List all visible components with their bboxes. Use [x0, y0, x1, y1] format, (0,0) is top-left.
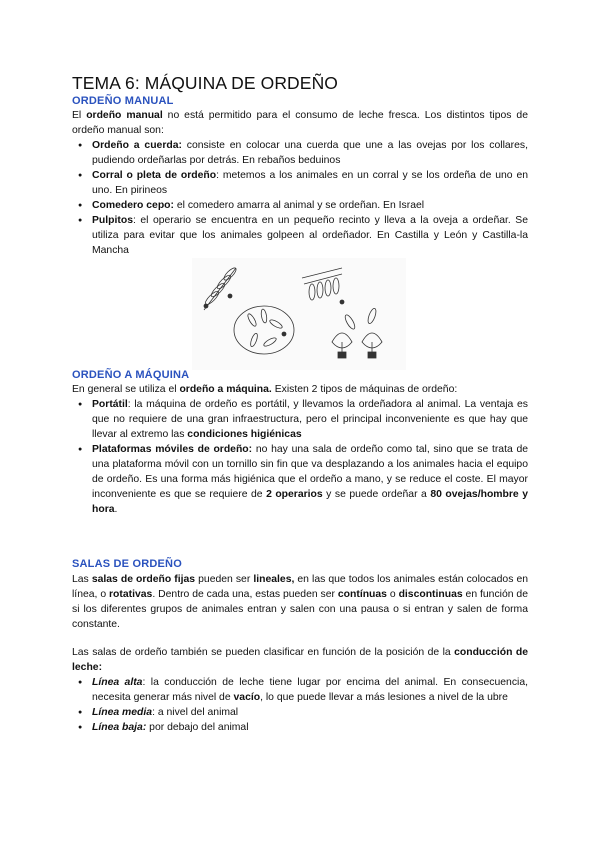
- list-item: ● Línea media: a nivel del animal: [72, 705, 528, 720]
- conduccion-list: [72, 675, 528, 735]
- manual-intro: El ordeño manual no está permitido para el consumo de leche fresca. Los distintos tipos de ordeño manual son:: [72, 110, 528, 136]
- list-item: ● Portátil: la máquina de ordeño es portátil, y llevamos la ordeñadora al animal. La ventaja es que no requiere de una gran infraestructura, pero el principal inconveniente es que hay que llevar al extremo las condiciones higiénicas: [72, 397, 528, 442]
- list-item: ● Ordeño a cuerda: consiste en colocar una cuerda que une a las ovejas por los collares, pudiendo ordeñarlas por detrás. En rebaños beduinos: [72, 138, 528, 168]
- section-heading-maquina: ORDEÑO A MÁQUINA: [72, 369, 190, 381]
- list-item: ● Pulpitos: el operario se encuentra en un pequeño recinto y lleva a la oveja a ordeñar. Se utiliza para evitar que los animales golpeen al ordeñador. En Castilla y León y Castilla-la Mancha: [72, 213, 528, 258]
- sketch-drawing: [192, 258, 406, 370]
- list-item: ● Línea baja: por debajo del animal: [72, 720, 528, 735]
- milking-systems-illustration: [192, 258, 406, 370]
- section-heading-manual: ORDEÑO MANUAL: [72, 95, 174, 107]
- list-item: ● Corral o pleta de ordeño: metemos a los animales en un corral y se los ordeña de uno en uno. En pirineos: [72, 168, 528, 198]
- maquina-types-list: [72, 397, 528, 517]
- salas-paragraph-1: Las salas de ordeño fijas pueden ser lineales, en las que todos los animales están colocados en línea, o rotativas. Dentro de cada una, estas pueden ser contínuas o discontinuas en función de si los diferentes grupos de animales entran y salen con una pausa o si entran y salen de forma constante.: [72, 574, 528, 630]
- list-item: ● Línea alta: la conducción de leche tiene lugar por encima del animal. En consecuencia, necesita generar más nivel de vacío, lo que puede llevar a más lesiones a nivel de la ubre: [72, 675, 528, 705]
- page-title: TEMA 6: MÁQUINA DE ORDEÑO: [72, 73, 339, 93]
- list-item: ● Plataformas móviles de ordeño: no hay una sala de ordeño como tal, sino que se trata de una plataforma móvil con un tornillo sin fin que va desplazando a los animales hacia el equipo de ordeño. Es una forma más higiénica que el ordeño a mano, y se reduce el coste. El mayor inconveniente es que se requiere de 2 operarios y se puede ordeñar a 80 ovejas/hombre y hora.: [72, 442, 528, 517]
- list-item: ● Comedero cepo: el comedero amarra al animal y se ordeñan. En Israel: [72, 198, 528, 213]
- manual-types-list: [72, 138, 528, 258]
- salas-paragraph-2: Las salas de ordeño también se pueden clasificar en función de la posición de la conducción de leche:: [72, 647, 528, 673]
- section-heading-salas: SALAS DE ORDEÑO: [72, 558, 182, 570]
- maquina-intro: En general se utiliza el ordeño a máquina. Existen 2 tipos de máquinas de ordeño:: [72, 384, 458, 395]
